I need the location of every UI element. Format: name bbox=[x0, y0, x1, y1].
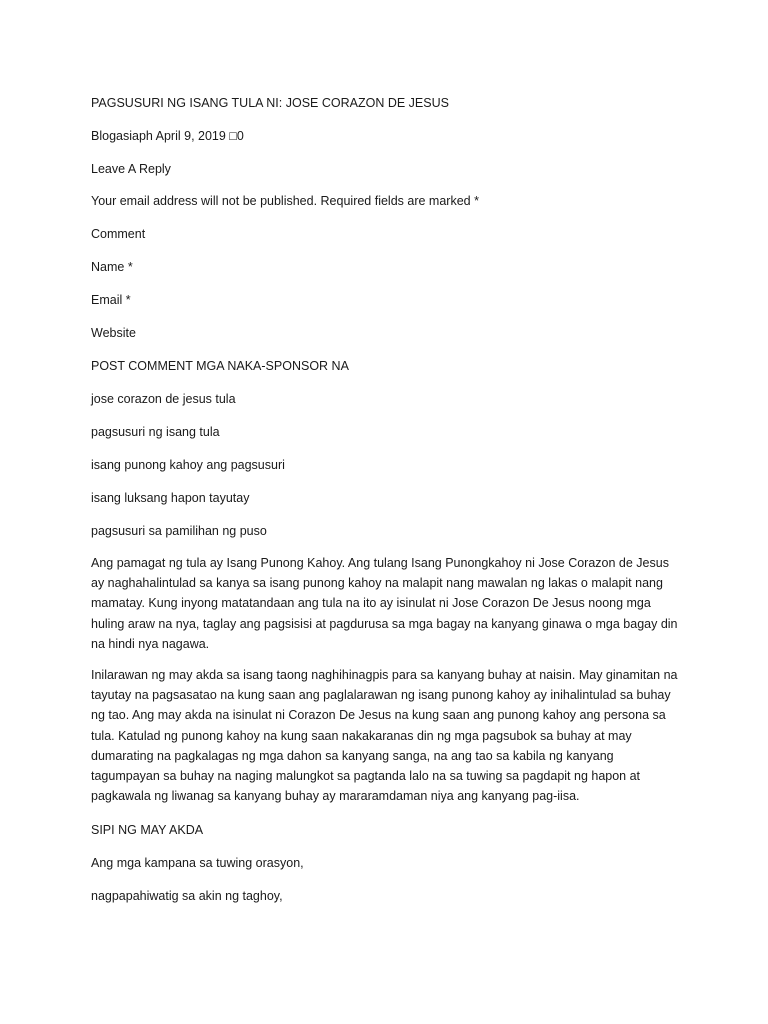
website-label: Website bbox=[91, 326, 136, 340]
sponsored-item: pagsusuri ng isang tula bbox=[91, 425, 220, 439]
sponsored-item: isang luksang hapon tayutay bbox=[91, 491, 250, 505]
sponsored-item: pagsusuri sa pamilihan ng puso bbox=[91, 524, 267, 538]
document-title: PAGSUSURI NG ISANG TULA NI: JOSE CORAZON DE JESUS bbox=[91, 96, 449, 110]
sponsored-item: isang punong kahoy ang pagsusuri bbox=[91, 458, 285, 472]
sponsored-item: jose corazon de jesus tula bbox=[91, 392, 236, 406]
post-comment-heading: POST COMMENT MGA NAKA-SPONSOR NA bbox=[91, 359, 349, 373]
poem-line: Ang mga kampana sa tuwing orasyon, bbox=[91, 856, 304, 870]
body-paragraph-1: Ang pamagat ng tula ay Isang Punong Kahoy. Ang tulang Isang Punongkahoy ni Jose Corazon de Jesus ay naghahalintulad sa kanya sa isang punong kahoy na malapit nang mawalan ng lakas o malapit nang mamatay. Kung inyong matatandaan ang tula na ito ay isinulat ni Jose Corazon De Jesus noong mga huling araw na nya, taglay ang pagsisisi at pagdurusa sa mga bagay na kanyang ginawa o mga bagay din na hindi nya nagawa. bbox=[91, 556, 678, 651]
name-label: Name * bbox=[91, 260, 133, 274]
body-paragraph-2: Inilarawan ng may akda sa isang taong naghihinagpis para sa kanyang buhay at naisin. May ginamitan na tayutay na pagsasatao na kung saan ang paglalarawan ng isang punong kahoy ay inihalintulad sa buhay ng tao. Ang may akda na isinulat ni Corazon De Jesus na kung saan ang punong kahoy ang persona sa tula. Katulad ng punong kahoy na kung saan nakakaranas din ng mga pagsubok sa buhay at may dumarating na pagkalagas ng mga dahon sa kanyang sanga, na ang tao sa kabila ng kanyang tagumpayan sa buhay na naging malungkot sa pagtanda lalo na sa tuwing sa pagdapit ng hapon at pagkawala ng liwanag sa kanyang buhay ay mararamdaman niya ang kanyang pag-iisa. bbox=[91, 668, 678, 804]
section-heading: SIPI NG MAY AKDA bbox=[91, 823, 204, 837]
comment-label: Comment bbox=[91, 227, 146, 241]
email-label: Email * bbox=[91, 293, 131, 307]
leave-reply-heading: Leave A Reply bbox=[91, 162, 171, 176]
poem-line: nagpapahiwatig sa akin ng taghoy, bbox=[91, 889, 283, 903]
email-notice: Your email address will not be published. Required fields are marked * bbox=[91, 194, 479, 208]
byline: Blogasiaph April 9, 2019 □0 bbox=[91, 129, 244, 143]
